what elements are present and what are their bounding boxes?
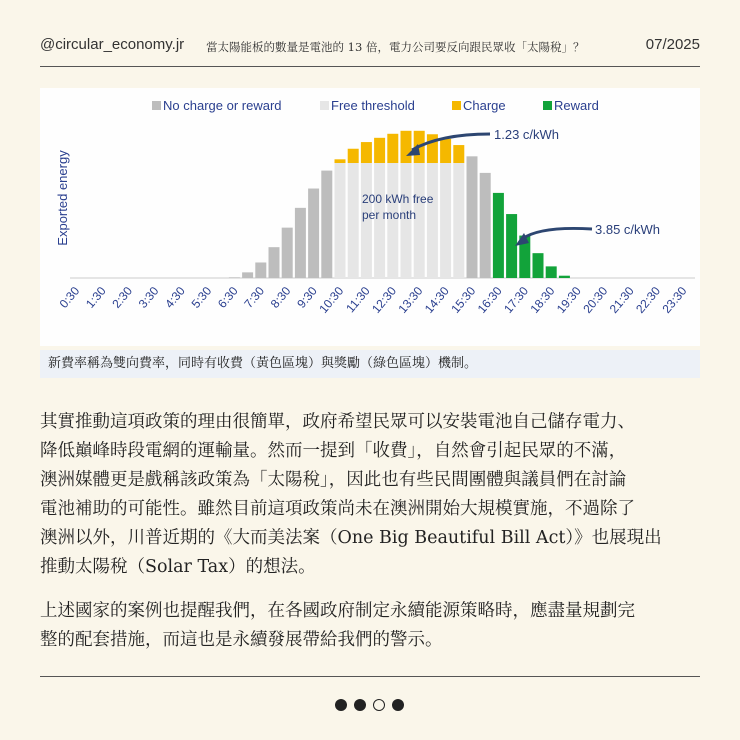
chart-legend — [152, 98, 599, 113]
footer-divider — [40, 676, 700, 677]
bar-no-charge — [295, 208, 306, 278]
x-tick-label: 3:30 — [135, 283, 162, 311]
x-tick-label: 6:30 — [214, 283, 241, 311]
pagination-dot[interactable] — [373, 699, 385, 711]
reward-rate-label: 3.85 c/kWh — [595, 222, 661, 237]
bar-no-charge — [229, 277, 240, 278]
x-tick-label: 0:30 — [56, 283, 83, 311]
paragraph-line: 其實推動這項政策的理由很簡單，政府希望民眾可以安裝電池自己儲存電力、 — [40, 412, 635, 432]
bar-no-charge — [480, 173, 491, 278]
chart-svg — [40, 88, 700, 346]
bar-reward — [493, 193, 504, 278]
x-tick-label: 8:30 — [267, 283, 294, 311]
bar-charge — [335, 159, 346, 163]
bar-no-charge — [255, 262, 266, 278]
bar-free-threshold — [453, 163, 464, 278]
bar-charge — [401, 131, 412, 163]
x-tick-label: 4:30 — [162, 283, 188, 311]
legend-label: Reward — [554, 98, 599, 113]
bar-reward — [533, 253, 544, 278]
bar-charge — [427, 134, 438, 163]
x-tick-label: 14:30 — [421, 283, 452, 316]
body-paragraph-1 — [40, 408, 710, 582]
x-tick-label: 11:30 — [343, 283, 373, 316]
x-tick-label: 18:30 — [527, 283, 558, 316]
bar-free-threshold — [440, 163, 451, 278]
x-tick-label: 16:30 — [474, 283, 505, 316]
x-tick-label: 12:30 — [369, 283, 400, 316]
paragraph-line: 澳洲媒體更是戲稱該政策為「太陽稅」，因此也有些民間團體與議員們在討論 — [40, 470, 627, 490]
legend-label: Free threshold — [331, 98, 415, 113]
bar-free-threshold — [427, 163, 438, 278]
chart-caption: 新費率稱為雙向費率，同時有收費（黃色區塊）與獎勵（綠色區塊）機制。 — [40, 350, 700, 378]
bar-free-threshold — [335, 163, 346, 278]
x-tick-label: 5:30 — [188, 283, 215, 311]
bar-no-charge — [321, 171, 332, 278]
x-tick-label: 13:30 — [395, 283, 426, 316]
x-tick-label: 2:30 — [109, 283, 136, 311]
bar-no-charge — [467, 156, 478, 278]
paragraph-line: 降低巔峰時段電網的運輸量。然而一提到「收費」，自然會引起民眾的不滿， — [40, 441, 627, 461]
x-tick-label: 22:30 — [633, 283, 664, 316]
legend-swatch — [543, 101, 552, 110]
x-tick-label: 7:30 — [241, 283, 268, 311]
legend-swatch — [320, 101, 329, 110]
charge-rate-label: 1.23 c/kWh — [494, 127, 560, 142]
header-divider — [40, 66, 700, 67]
x-tick-label: 1:30 — [82, 283, 109, 311]
pagination-dot[interactable] — [392, 699, 404, 711]
free-threshold-label: 200 kWh free — [362, 192, 434, 206]
bar-free-threshold — [348, 163, 359, 278]
legend-label: Charge — [463, 98, 506, 113]
y-axis-label: Exported energy — [55, 150, 70, 246]
bar-no-charge — [308, 189, 319, 278]
bar-no-charge — [282, 228, 293, 278]
bar-charge — [348, 149, 359, 163]
legend-swatch — [152, 101, 161, 110]
bar-reward — [559, 276, 570, 278]
bar-charge — [374, 138, 385, 163]
x-tick-label: 10:30 — [316, 283, 347, 316]
body-paragraph-2 — [40, 597, 710, 655]
bar-charge — [440, 139, 451, 163]
legend-swatch — [452, 101, 461, 110]
paragraph-line: 上述國家的案例也提醒我們，在各國政府制定永續能源策略時，應盡量規劃完 — [40, 601, 635, 621]
x-tick-label: 17:30 — [501, 283, 532, 316]
export-tariff-chart — [40, 88, 700, 346]
bar-charge — [453, 145, 464, 163]
pagination-dot[interactable] — [335, 699, 347, 711]
bar-reward — [506, 214, 517, 278]
header — [40, 36, 700, 58]
x-tick-label: 15:30 — [448, 283, 479, 316]
paragraph-line: 整的配套措施，而這也是永續發展帶給我們的警示。 — [40, 630, 443, 650]
bar-reward — [546, 266, 557, 278]
paragraph-line: 電池補助的可能性。雖然目前這項政策尚未在澳洲開始大規模實施，不過除了 — [40, 499, 635, 519]
x-tick-label: 23:30 — [659, 283, 690, 316]
x-tick-label: 20:30 — [580, 283, 611, 316]
account-handle: @circular_economy.jr — [40, 36, 185, 53]
free-threshold-label: per month — [362, 208, 417, 222]
x-tick-label: 19:30 — [553, 283, 584, 316]
bar-charge — [387, 134, 398, 163]
paragraph-line: 推動太陽稅（Solar Tax）的想法。 — [40, 557, 316, 577]
bar-no-charge — [269, 247, 280, 278]
x-tick-label: 21:30 — [606, 283, 637, 316]
pagination-dots[interactable] — [335, 699, 404, 711]
x-tick-label: 9:30 — [294, 283, 320, 311]
bar-charge — [361, 142, 372, 163]
post-date: 07/2025 — [645, 36, 700, 53]
pagination-dot[interactable] — [354, 699, 366, 711]
reward-arrow — [522, 228, 592, 239]
legend-label: No charge or reward — [163, 98, 282, 113]
paragraph-line: 澳洲以外，川普近期的《大而美法案（One Big Beautiful Bill Act）》也展現出 — [40, 528, 662, 548]
bar-no-charge — [242, 272, 253, 278]
post-title: 當太陽能板的數量是電池的 13 倍，電力公司要反向跟民眾收「太陽稅」？ — [206, 40, 585, 54]
